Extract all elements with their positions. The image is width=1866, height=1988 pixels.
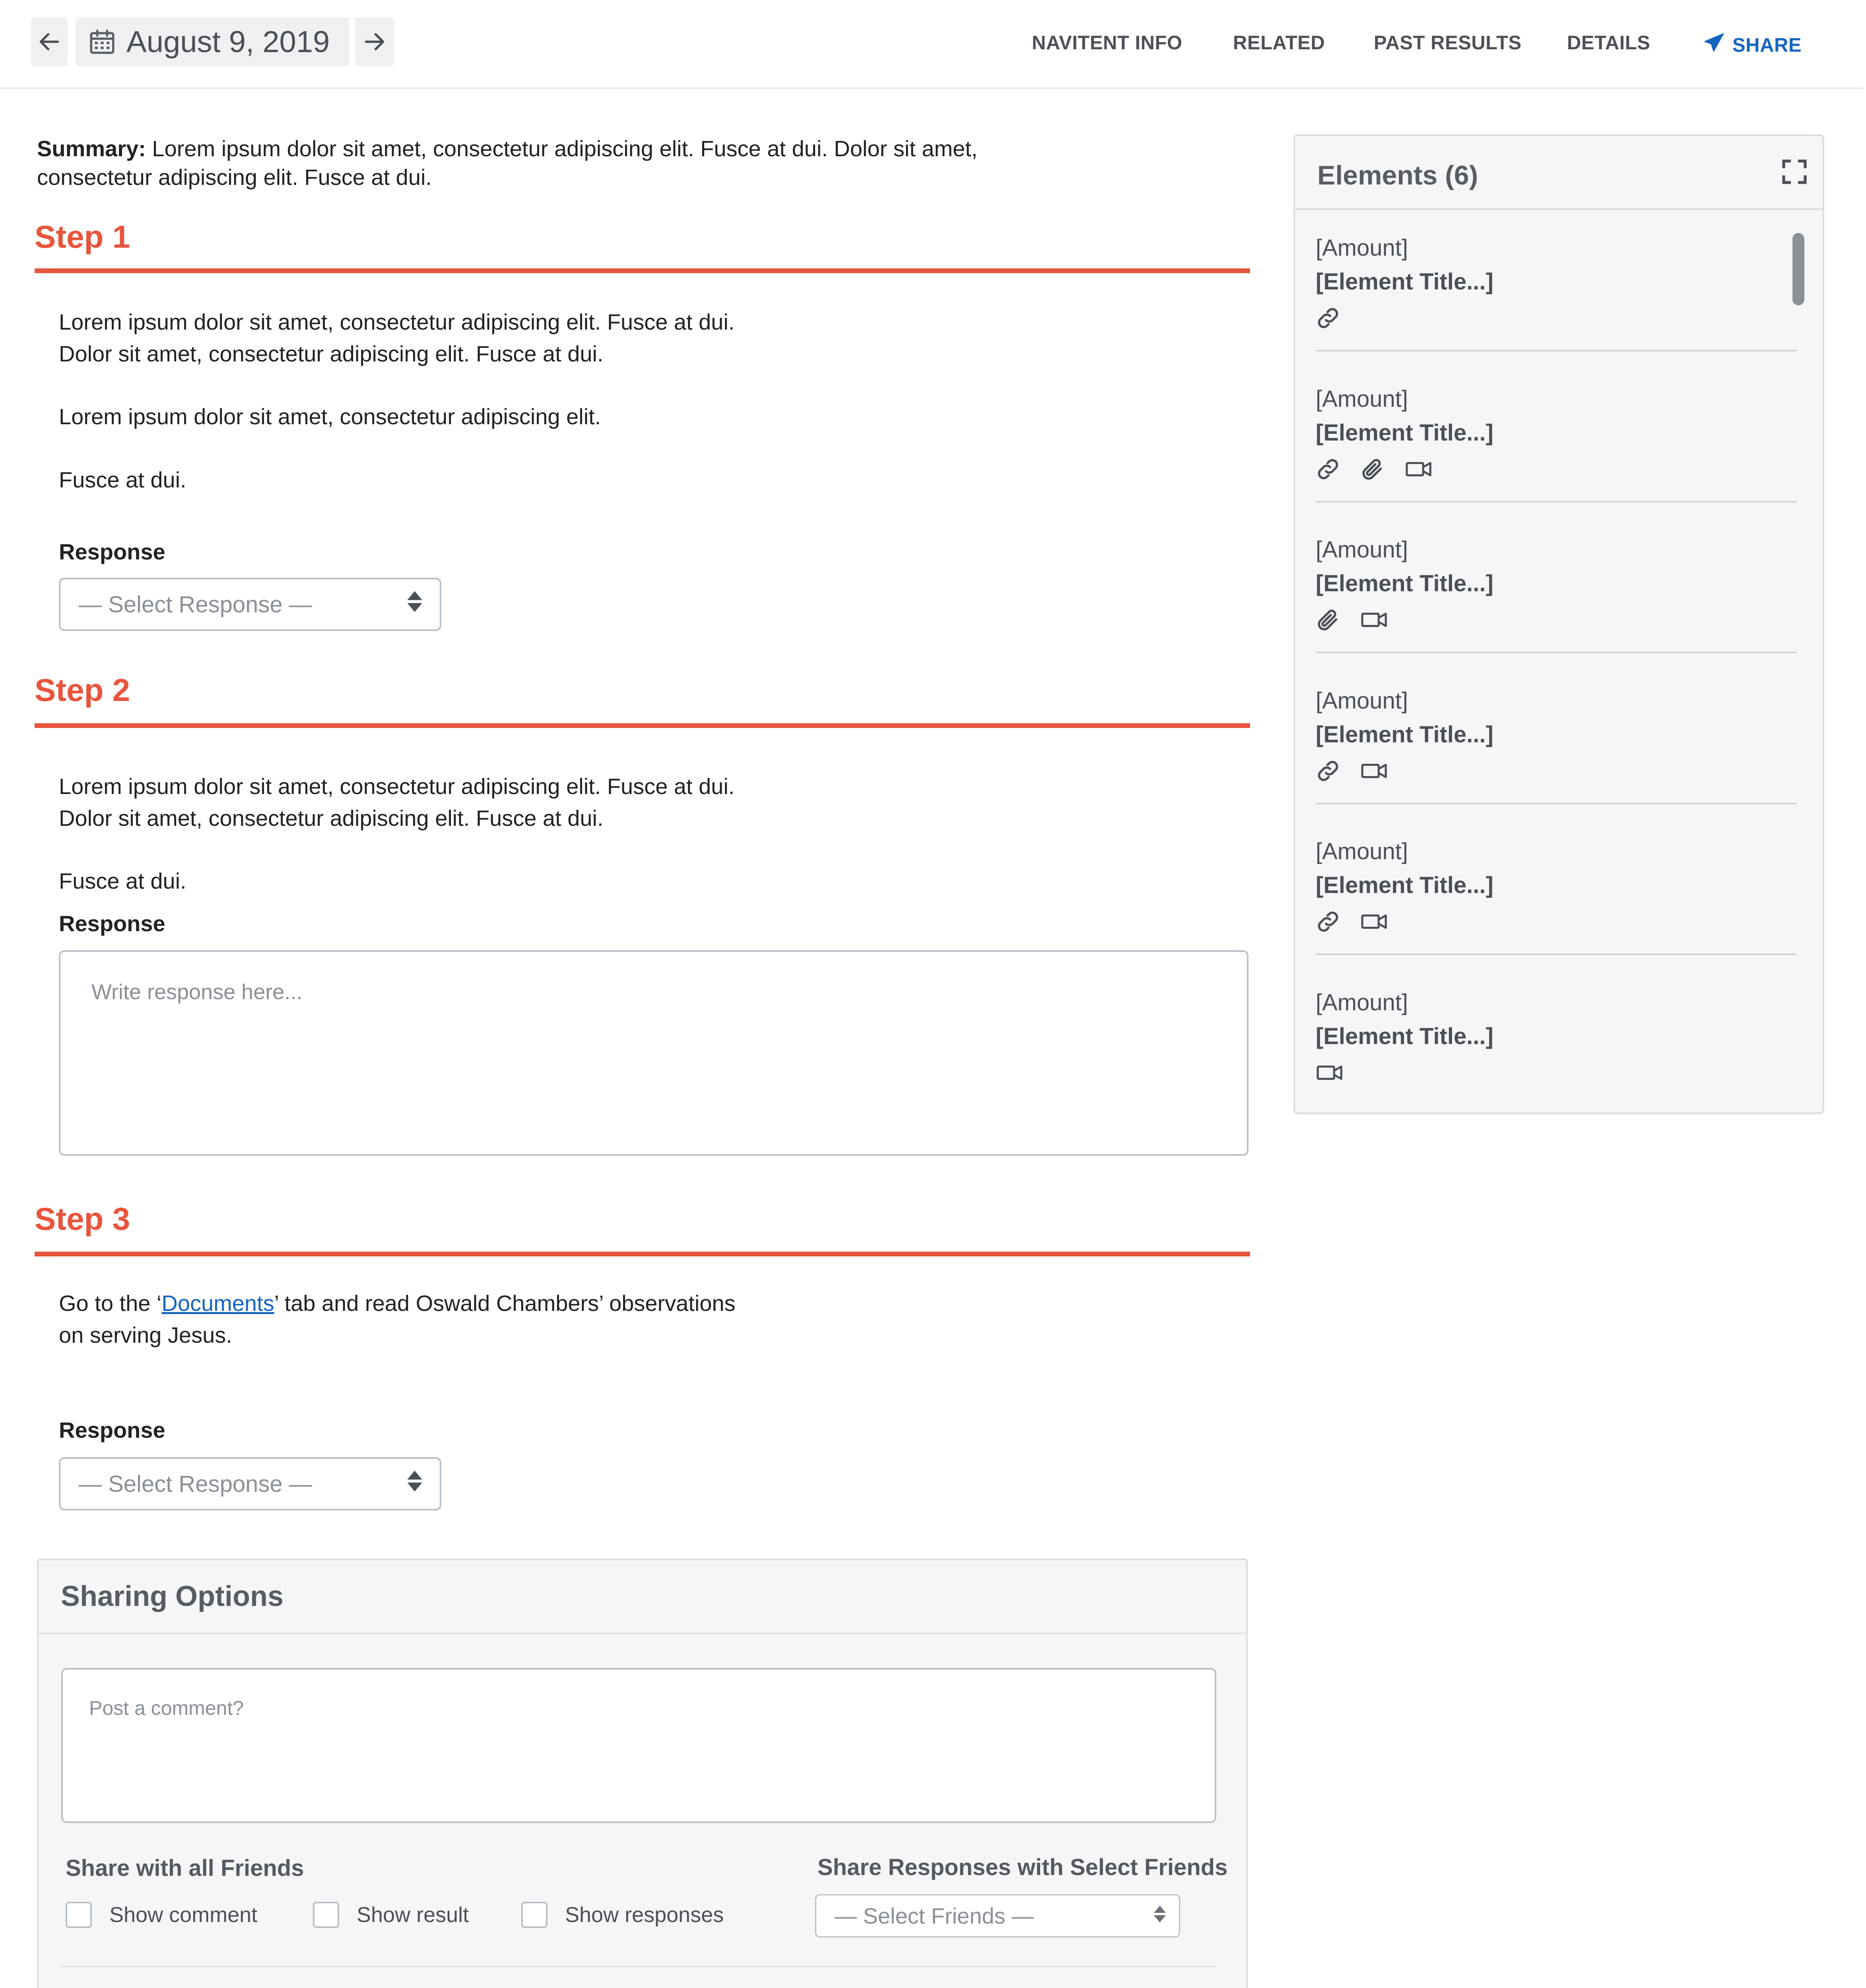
step-1-paragraph: Dolor sit amet, consectetur adipiscing elit. Fusce at dui. [59, 341, 604, 366]
video-icon[interactable] [1360, 608, 1389, 632]
link-icon[interactable] [1316, 759, 1340, 783]
paperclip-icon[interactable] [1316, 608, 1340, 632]
link-icon[interactable] [1316, 457, 1340, 481]
checkbox[interactable] [313, 1902, 339, 1928]
step-3-paragraph: on serving Jesus. [59, 1322, 232, 1347]
element-divider [1316, 350, 1797, 351]
send-icon [1703, 32, 1732, 59]
comment-textarea[interactable] [61, 1668, 1216, 1823]
element-icons [1316, 456, 1793, 482]
element-title: [Element Title...] [1316, 721, 1493, 747]
element-amount: [Amount] [1316, 687, 1408, 714]
prev-date-button[interactable] [31, 17, 68, 66]
step-3-paragraph [59, 1287, 736, 1319]
share-select-friends-label: Share Responses with Select Friends [817, 1854, 1228, 1880]
checkbox[interactable] [521, 1902, 548, 1928]
step-3-divider [35, 1252, 1250, 1256]
step-2-paragraph: Fusce at dui. [59, 868, 186, 893]
paperclip-icon[interactable] [1360, 457, 1385, 481]
step-3-response-label: Response [59, 1417, 165, 1442]
share-label: SHARE [1732, 35, 1802, 56]
video-icon[interactable] [1316, 1060, 1344, 1085]
summary [37, 134, 1071, 192]
element-amount: [Amount] [1316, 839, 1408, 864]
element-amount: [Amount] [1316, 989, 1408, 1015]
share-button[interactable] [1703, 32, 1802, 59]
documents-link[interactable]: Documents [161, 1291, 274, 1316]
summary-text: Lorem ipsum dolor sit amet, consectetur adipiscing elit. Fusce at dui. Dolor sit amet, consectetur adipiscing elit. Fusce at dui. [37, 136, 978, 190]
element-icons [1316, 305, 1793, 331]
element-item[interactable] [1316, 235, 1793, 331]
elements-header [1295, 136, 1823, 210]
element-item[interactable] [1316, 838, 1793, 934]
element-icons [1316, 1060, 1793, 1085]
summary-label: Summary: [37, 136, 146, 161]
tab-navitent-info[interactable]: NAVITENT INFO [1032, 32, 1183, 54]
element-item[interactable] [1316, 989, 1793, 1085]
arrow-left-icon [37, 29, 62, 54]
step-2-divider [35, 723, 1250, 728]
scrollbar-thumb[interactable] [1792, 233, 1804, 305]
step-3-title: Step 3 [35, 1201, 130, 1237]
date-label: August 9, 2019 [126, 25, 330, 59]
textarea-placeholder: Write response here... [91, 980, 303, 1004]
sort-arrows-icon [1153, 1903, 1167, 1929]
step-1-title: Step 1 [35, 219, 130, 254]
step-1-paragraph: Fusce at dui. [59, 467, 186, 492]
next-date-button[interactable] [355, 17, 394, 66]
step-2-response-textarea[interactable] [59, 950, 1249, 1156]
step-3-text: ’ tab and read Oswald Chambers’ observations [274, 1291, 736, 1316]
step-3-response-select[interactable] [59, 1457, 441, 1510]
element-title: [Element Title...] [1316, 419, 1493, 446]
sort-arrows-icon [406, 590, 424, 619]
all-friends-show-comment-checkbox[interactable] [66, 1902, 257, 1928]
element-amount: [Amount] [1316, 235, 1408, 261]
step-2-response-label: Response [59, 911, 165, 936]
sharing-options-title: Sharing Options [39, 1560, 1246, 1634]
element-title: [Element Title...] [1316, 571, 1493, 596]
select-placeholder: — Select Response — [79, 591, 312, 617]
link-icon[interactable] [1316, 306, 1340, 330]
video-icon[interactable] [1360, 909, 1389, 934]
element-title: [Element Title...] [1316, 269, 1493, 295]
step-3-text: Go to the ‘ [59, 1291, 162, 1316]
element-icons [1316, 909, 1793, 934]
checkbox[interactable] [66, 1902, 92, 1928]
tab-details[interactable]: DETAILS [1567, 32, 1650, 54]
checkbox-label: Show comment [109, 1903, 258, 1927]
video-icon[interactable] [1405, 457, 1433, 481]
tab-related[interactable]: RELATED [1233, 32, 1325, 54]
step-2-paragraph: Dolor sit amet, consectetur adipiscing elit. Fusce at dui. [59, 806, 604, 831]
arrow-right-icon [362, 29, 387, 54]
element-amount: [Amount] [1316, 537, 1408, 563]
video-icon[interactable] [1360, 759, 1389, 783]
select-placeholder: — Select Response — [79, 1471, 312, 1497]
share-all-friends-label: Share with all Friends [66, 1855, 304, 1881]
select-friends-dropdown[interactable] [815, 1894, 1180, 1938]
section-divider [60, 1966, 1216, 1967]
date-picker[interactable] [76, 17, 349, 66]
checkbox-label: Show responses [565, 1903, 724, 1927]
element-title: [Element Title...] [1316, 1023, 1493, 1049]
sort-arrows-icon [406, 1469, 424, 1499]
link-icon[interactable] [1316, 909, 1340, 934]
element-divider [1316, 501, 1797, 503]
step-2-paragraph: Lorem ipsum dolor sit amet, consectetur adipiscing elit. Fusce at dui. [59, 774, 735, 799]
element-amount: [Amount] [1316, 386, 1408, 412]
element-divider [1316, 652, 1797, 653]
element-title: [Element Title...] [1316, 872, 1493, 898]
element-item[interactable] [1316, 687, 1793, 784]
step-2-title: Step 2 [35, 672, 130, 708]
element-item[interactable] [1316, 386, 1793, 482]
checkbox-label: Show result [357, 1903, 469, 1927]
step-1-paragraph: Lorem ipsum dolor sit amet, consectetur adipiscing elit. [59, 404, 601, 429]
step-1-paragraph: Lorem ipsum dolor sit amet, consectetur adipiscing elit. Fusce at dui. [59, 309, 735, 334]
tab-past-results[interactable]: PAST RESULTS [1374, 32, 1522, 54]
element-item[interactable] [1316, 536, 1793, 633]
step-1-divider [35, 268, 1250, 273]
element-divider [1316, 803, 1797, 804]
all-friends-show-result-checkbox[interactable] [313, 1902, 469, 1928]
expand-icon[interactable] [1780, 157, 1809, 188]
element-icons [1316, 758, 1793, 784]
step-1-response-select[interactable] [59, 578, 441, 631]
element-icons [1316, 607, 1793, 633]
calendar-icon [87, 27, 117, 56]
all-friends-show-responses-checkbox[interactable] [521, 1902, 724, 1928]
elements-title: Elements (6) [1317, 160, 1478, 190]
step-1-response-label: Response [59, 539, 165, 564]
comment-placeholder: Post a comment? [89, 1697, 244, 1719]
select-placeholder: — Select Friends — [835, 1903, 1034, 1928]
element-divider [1316, 953, 1797, 955]
top-bar [0, 0, 1863, 89]
